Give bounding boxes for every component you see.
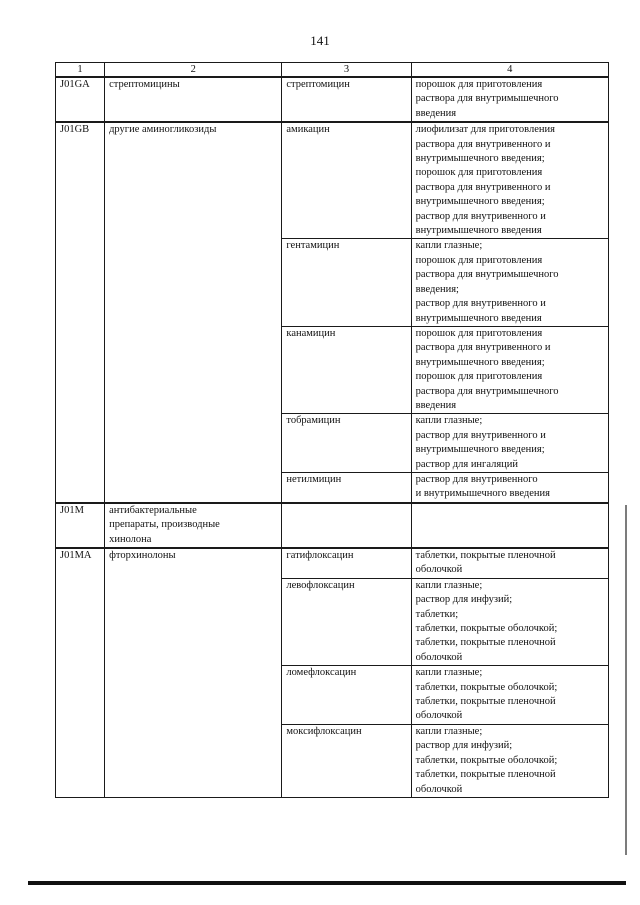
dosage-forms-cell: порошок для приготовления раствора для внутривенного и внутримышечного введения; порошок для приготовления раствора для внутримышечного введения: [411, 326, 608, 413]
page-number: 141: [310, 33, 330, 48]
drug-name-cell: нетилмицин: [282, 472, 411, 502]
atc-code-cell: J01GB: [56, 122, 105, 239]
group-name-cell: антибактериальные препараты, производные хинолона: [105, 503, 282, 548]
table-row: [56, 578, 609, 665]
page-bottom-rule: [28, 881, 626, 885]
group-name-cell: [105, 472, 282, 502]
header-col-1: 1: [56, 63, 105, 78]
group-name-cell: [105, 666, 282, 725]
atc-code-cell: [56, 239, 105, 326]
header-col-4: 4: [411, 63, 608, 78]
drug-name-cell: гатифлоксацин: [282, 548, 411, 578]
atc-code-cell: [56, 326, 105, 413]
atc-code-cell: J01M: [56, 503, 105, 548]
group-name-cell: другие аминогликозиды: [105, 122, 282, 239]
group-name-cell: [105, 326, 282, 413]
dosage-forms-cell: раствор для внутривенного и внутримышечного введения: [411, 472, 608, 502]
table-row: [56, 503, 609, 548]
table-header-row: [56, 63, 609, 78]
table-row: [56, 414, 609, 473]
atc-code-cell: [56, 666, 105, 725]
table-row: [56, 239, 609, 326]
group-name-cell: [105, 724, 282, 797]
dosage-forms-cell: капли глазные; порошок для приготовления раствора для внутримышечного введения; раствор для внутривенного и внутримышечного введения: [411, 239, 608, 326]
dosage-forms-cell: [411, 503, 608, 548]
atc-code-cell: J01GA: [56, 77, 105, 122]
group-name-cell: фторхинолоны: [105, 548, 282, 578]
dosage-forms-cell: порошок для приготовления раствора для внутримышечного введения: [411, 77, 608, 122]
drug-name-cell: стрептомицин: [282, 77, 411, 122]
dosage-forms-cell: лиофилизат для приготовления раствора для внутривенного и внутримышечного введения; порошок для приготовления раствора для внутривенного и внутримышечного введения; раствор для внутривенного и внутримышечного введения: [411, 122, 608, 239]
atc-code-cell: [56, 472, 105, 502]
group-name-cell: [105, 578, 282, 665]
group-name-cell: [105, 239, 282, 326]
medication-table-body: [56, 63, 609, 798]
group-name-cell: [105, 414, 282, 473]
dosage-forms-cell: капли глазные; раствор для инфузий; таблетки, покрытые оболочкой; таблетки, покрытые пленочной оболочкой: [411, 724, 608, 797]
drug-name-cell: моксифлоксацин: [282, 724, 411, 797]
atc-code-cell: [56, 578, 105, 665]
drug-name-cell: канамицин: [282, 326, 411, 413]
atc-code-cell: [56, 414, 105, 473]
drug-name-cell: гентамицин: [282, 239, 411, 326]
dosage-forms-cell: капли глазные; раствор для внутривенного и внутримышечного введения; раствор для ингаляций: [411, 414, 608, 473]
table-row: [56, 666, 609, 725]
table-row: [56, 724, 609, 797]
table-row: [56, 122, 609, 239]
drug-name-cell: ломефлоксацин: [282, 666, 411, 725]
drug-name-cell: [282, 503, 411, 548]
table-row: [56, 77, 609, 122]
table-row: [56, 548, 609, 578]
atc-code-cell: [56, 724, 105, 797]
table-row: [56, 326, 609, 413]
group-name-cell: стрептомицины: [105, 77, 282, 122]
dosage-forms-cell: капли глазные; раствор для инфузий; таблетки; таблетки, покрытые оболочкой; таблетки, покрытые пленочной оболочкой: [411, 578, 608, 665]
drug-name-cell: амикацин: [282, 122, 411, 239]
header-col-2: 2: [105, 63, 282, 78]
table-row: [56, 472, 609, 502]
dosage-forms-cell: таблетки, покрытые пленочной оболочкой: [411, 548, 608, 578]
header-col-3: 3: [282, 63, 411, 78]
atc-code-cell: J01MA: [56, 548, 105, 578]
medication-table: [55, 62, 609, 798]
drug-name-cell: тобрамицин: [282, 414, 411, 473]
drug-name-cell: левофлоксацин: [282, 578, 411, 665]
dosage-forms-cell: капли глазные; таблетки, покрытые оболочкой; таблетки, покрытые пленочной оболочкой: [411, 666, 608, 725]
scan-edge-line: [625, 505, 627, 855]
